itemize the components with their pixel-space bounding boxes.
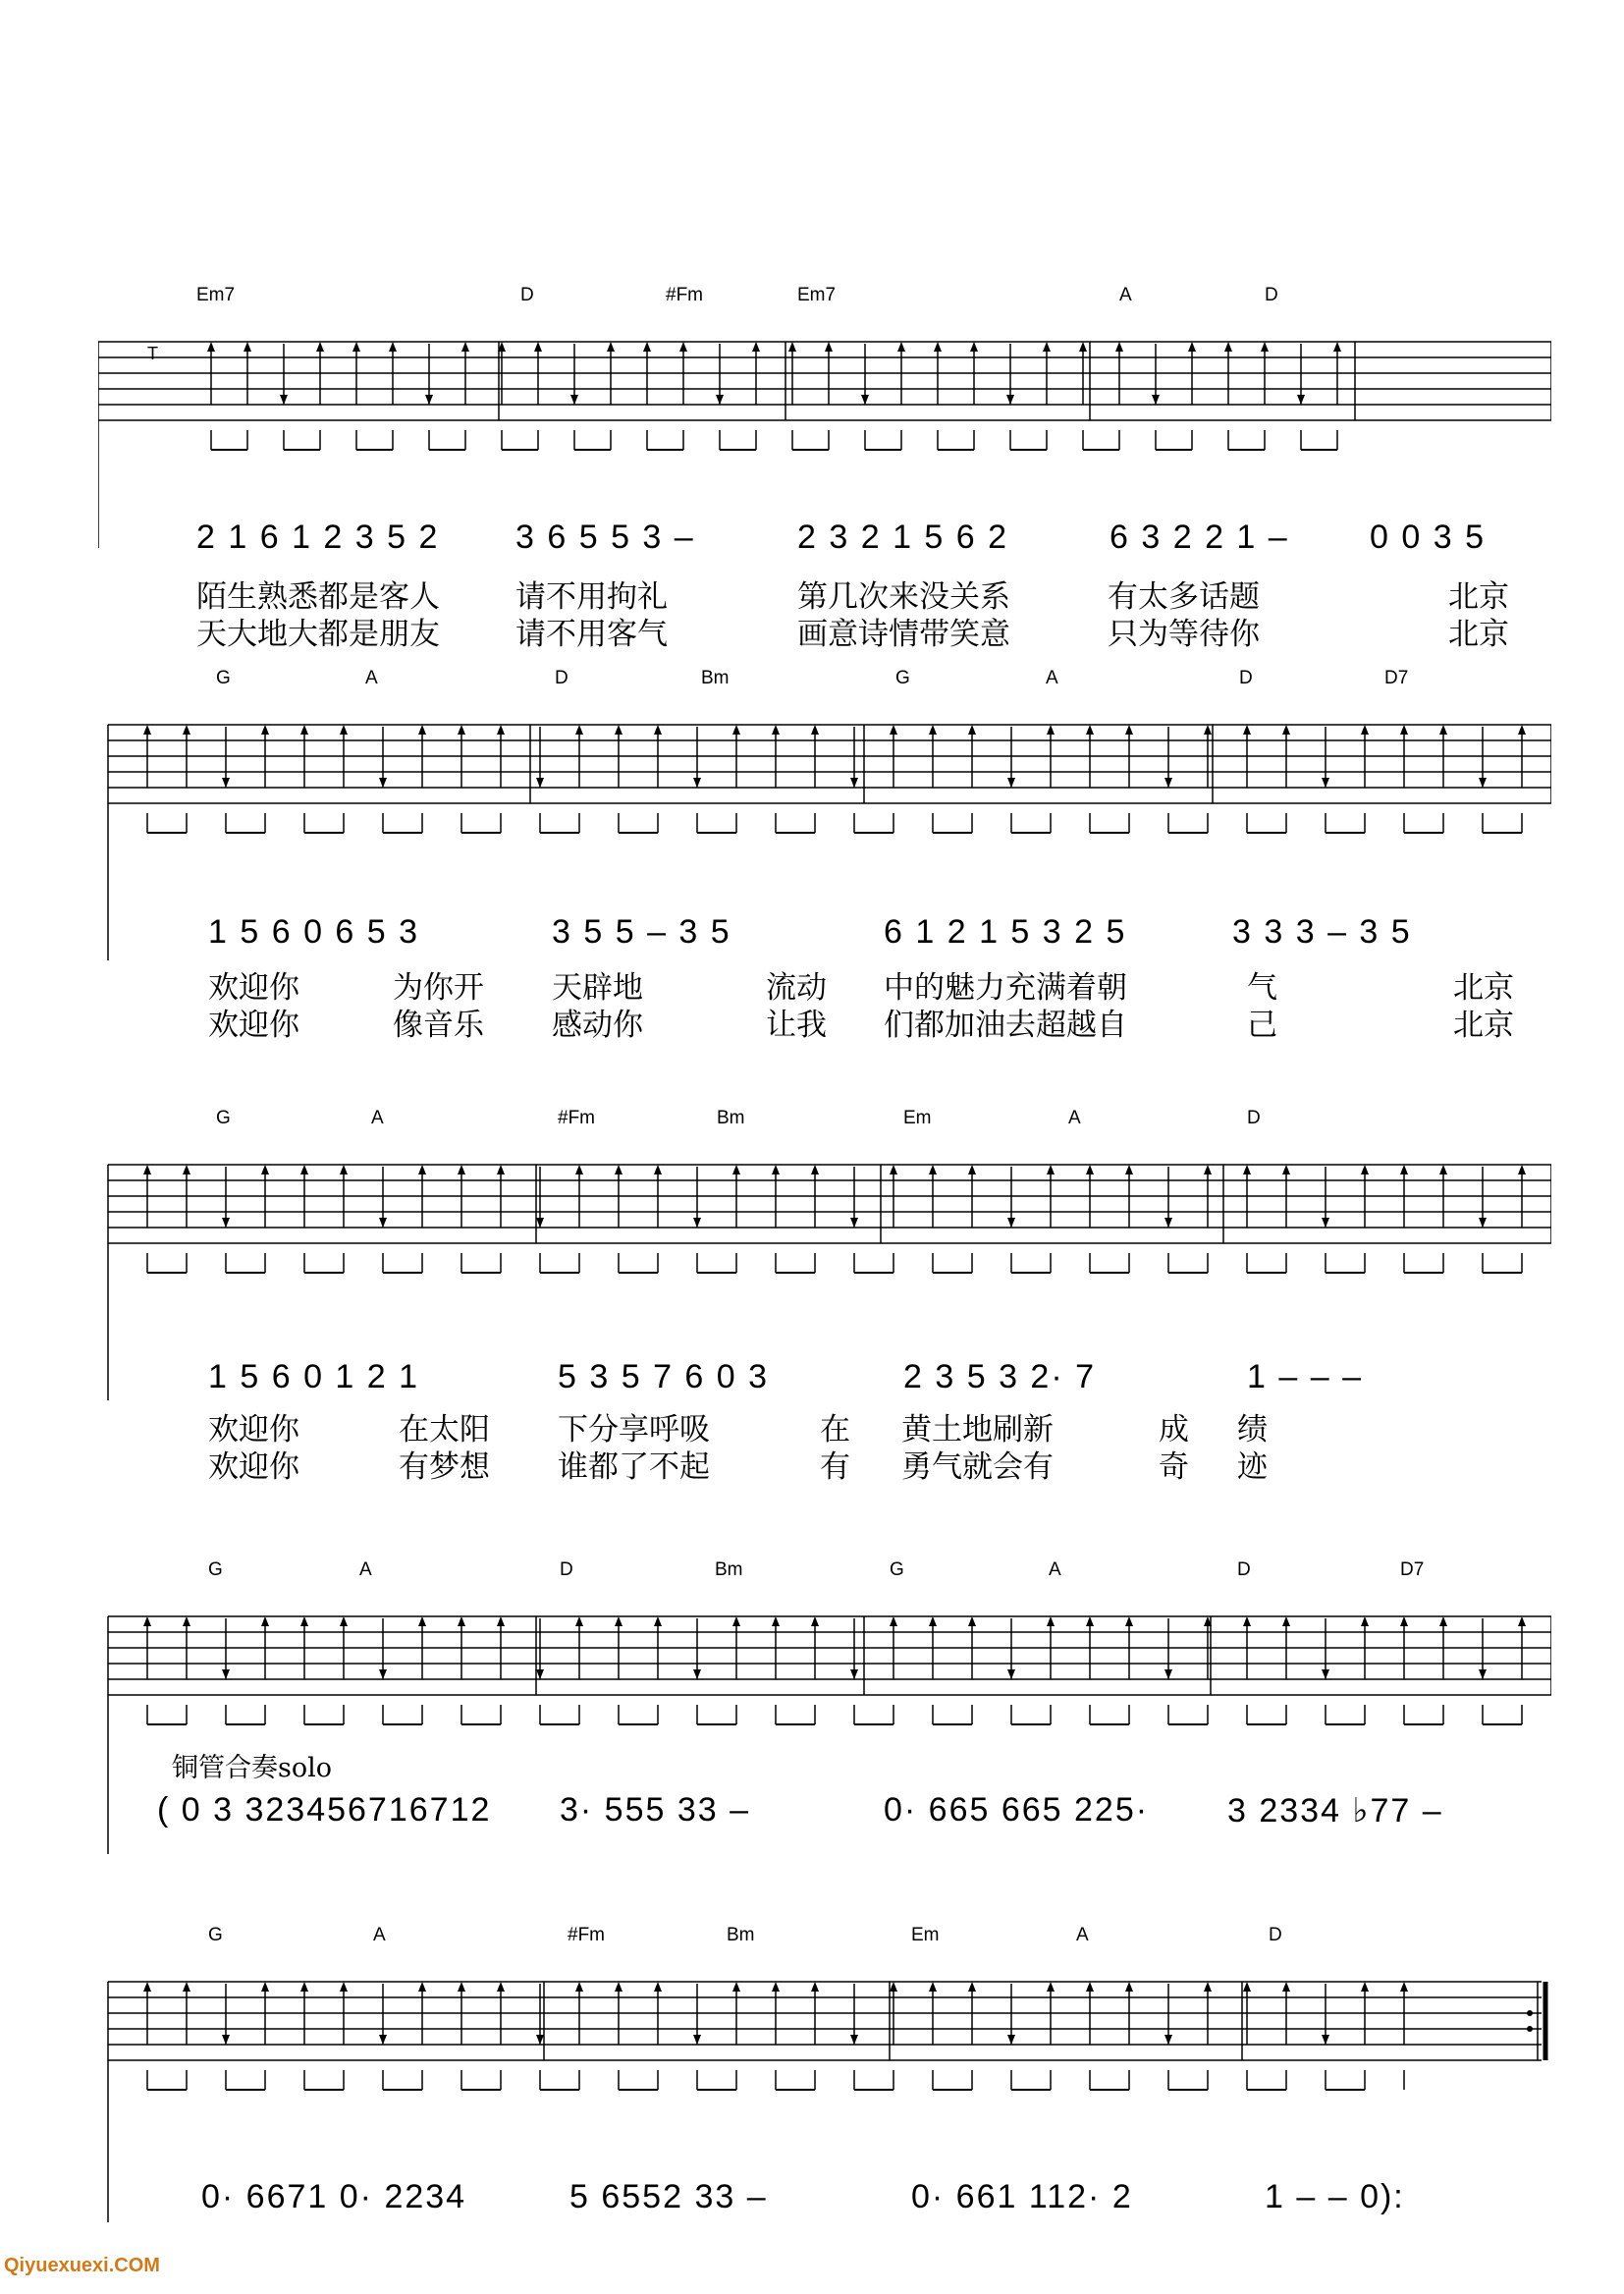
measure-notes: 3 6 5 5 3 – [515, 519, 695, 556]
chord-row [98, 1925, 1551, 1954]
lyric-row-1 [98, 1404, 1551, 1447]
chord: D [555, 668, 568, 688]
chord: A [1068, 1108, 1081, 1128]
lyric: 奇 [1159, 1449, 1189, 1485]
lyric: 己 [1247, 1008, 1277, 1043]
lyric-row-1 [98, 572, 1551, 615]
chord: G [208, 1559, 223, 1580]
chord: D [1247, 1108, 1261, 1128]
lyric: 北京 [1448, 617, 1509, 652]
lyric: 陌生熟悉都是客人 [196, 579, 440, 615]
tab-staff [98, 332, 1551, 422]
lyric: 像音乐 [393, 1008, 484, 1043]
lyric: 请不用客气 [515, 617, 668, 652]
lyric: 北京 [1453, 1008, 1514, 1043]
lyric: 只为等待你 [1108, 617, 1260, 652]
lyric: 请不用拘礼 [515, 579, 668, 615]
measure-notes: 6 1 2 1 5 3 2 5 [884, 913, 1127, 951]
lyric: 感动你 [552, 1008, 643, 1043]
lyric: 们都加油去超越自 [884, 1008, 1127, 1043]
tab-letter-t: T [147, 344, 158, 363]
chord: D7 [1384, 668, 1409, 688]
chord: A [371, 1108, 384, 1128]
chord: G [208, 1925, 223, 1945]
lyric: 在太阳 [399, 1412, 490, 1447]
lyric: 北京 [1448, 579, 1509, 615]
lyric: 让我 [766, 1008, 827, 1043]
lyric: 有太多话题 [1108, 579, 1260, 615]
lyric: 下分享呼吸 [558, 1412, 710, 1447]
lyric: 欢迎你 [208, 1008, 299, 1043]
measure-notes: ( 0 3 323456716712 [157, 1791, 492, 1829]
tab-staff-drawing [98, 332, 1551, 548]
chord: G [216, 668, 231, 688]
measure-notes: 2 3 5 3 2· 7 [903, 1358, 1097, 1395]
chord: Em [911, 1925, 940, 1945]
measure-notes: 5 3 5 7 6 0 3 [558, 1358, 770, 1395]
measure-notes: 1 – – – [1247, 1358, 1363, 1395]
measure-notes: 6 3 2 2 1 – [1110, 519, 1289, 556]
chord-row [98, 285, 1551, 314]
lyric: 绩 [1237, 1412, 1268, 1447]
chord: G [216, 1108, 231, 1128]
chord: D [1269, 1925, 1282, 1945]
lyric: 流动 [766, 970, 827, 1006]
chord: G [895, 668, 910, 688]
measure-notes: 3 3 3 – 3 5 [1232, 913, 1412, 951]
lyric-row-2 [98, 1000, 1551, 1043]
chord: Em7 [797, 285, 837, 305]
chord: D [1237, 1559, 1251, 1580]
lyric-row-2 [98, 609, 1551, 652]
lyric: 北京 [1453, 970, 1514, 1006]
tab-staff [98, 715, 1551, 805]
chord: D [1239, 668, 1253, 688]
lyric: 迹 [1237, 1449, 1268, 1485]
measure-notes: 3 2334 ♭77 – [1227, 1792, 1443, 1830]
lyric: 欢迎你 [208, 970, 299, 1006]
chord: Em [903, 1108, 932, 1128]
lyric: 为你开 [393, 970, 484, 1006]
lyric: 第几次来没关系 [797, 579, 1010, 615]
jianpu-row [98, 913, 1551, 960]
lyric-row-2 [98, 1442, 1551, 1485]
measure-notes: 2 3 2 1 5 6 2 [797, 519, 1009, 556]
chord: Bm [715, 1559, 743, 1580]
tab-staff [98, 1155, 1551, 1245]
measure-notes: 1 5 6 0 1 2 1 [208, 1358, 420, 1395]
lyric: 气 [1247, 970, 1277, 1006]
measure-notes: 5 6552 33 – [569, 2178, 768, 2215]
lyric: 成 [1159, 1412, 1189, 1447]
chord: Bm [701, 668, 730, 688]
measure-notes: 3 5 5 – 3 5 [552, 913, 731, 951]
lyric: 中的魅力充满着朝 [884, 970, 1127, 1006]
jianpu-row [98, 1791, 1551, 1838]
jianpu-row [98, 2178, 1551, 2225]
lyric: 黄土地刷新 [901, 1412, 1054, 1447]
jianpu-row [98, 1358, 1551, 1405]
lyric: 勇气就会有 [901, 1449, 1054, 1485]
lyric: 在 [820, 1412, 850, 1447]
chord: Bm [727, 1925, 755, 1945]
jianpu-row [98, 519, 1551, 566]
lyric: 谁都了不起 [558, 1449, 710, 1485]
chord: D [520, 285, 534, 305]
chord: Em7 [196, 285, 236, 305]
measure-notes: 2 1 6 1 2 3 5 2 [196, 519, 440, 556]
chord-row [98, 1108, 1551, 1137]
lyric: 天辟地 [552, 970, 643, 1006]
chord-row [98, 668, 1551, 697]
measure-notes: 0· 6671 0· 2234 [201, 2178, 467, 2215]
lyric-row-1 [98, 962, 1551, 1006]
chord: A [373, 1925, 386, 1945]
measure-notes: 3· 555 33 – [560, 1791, 751, 1829]
chord: G [890, 1559, 904, 1580]
site-watermark: Qiyuexuexi.COM [4, 2255, 160, 2276]
tab-staff [98, 1972, 1551, 2062]
measure-notes: 0 0 3 5 [1370, 519, 1486, 556]
chord: #Fm [666, 285, 703, 305]
tab-staff [98, 1607, 1551, 1697]
measure-notes: 1 – – 0): [1265, 2178, 1405, 2215]
chord-row [98, 1559, 1551, 1589]
chord: A [1076, 1925, 1089, 1945]
chord: D [560, 1559, 573, 1580]
chord: A [365, 668, 378, 688]
chord: A [1119, 285, 1132, 305]
chord: #Fm [568, 1925, 605, 1945]
lyric: 画意诗情带笑意 [797, 617, 1010, 652]
lyric: 有梦想 [399, 1449, 490, 1485]
chord: A [1049, 1559, 1061, 1580]
chord: #Fm [558, 1108, 595, 1128]
measure-notes: 1 5 6 0 6 5 3 [208, 913, 420, 951]
lyric: 欢迎你 [208, 1412, 299, 1447]
chord: D7 [1400, 1559, 1425, 1580]
lyric: 欢迎你 [208, 1449, 299, 1485]
chord: Bm [717, 1108, 745, 1128]
lyric: 天大地大都是朋友 [196, 617, 440, 652]
chord: A [1046, 668, 1058, 688]
chord: A [359, 1559, 372, 1580]
solo-annotation: 铜管合奏solo [172, 1753, 333, 1783]
chord: D [1265, 285, 1278, 305]
measure-notes: 0· 661 112· 2 [911, 2178, 1133, 2215]
lyric: 有 [820, 1449, 850, 1485]
measure-notes: 0· 665 665 225· [884, 1791, 1150, 1829]
